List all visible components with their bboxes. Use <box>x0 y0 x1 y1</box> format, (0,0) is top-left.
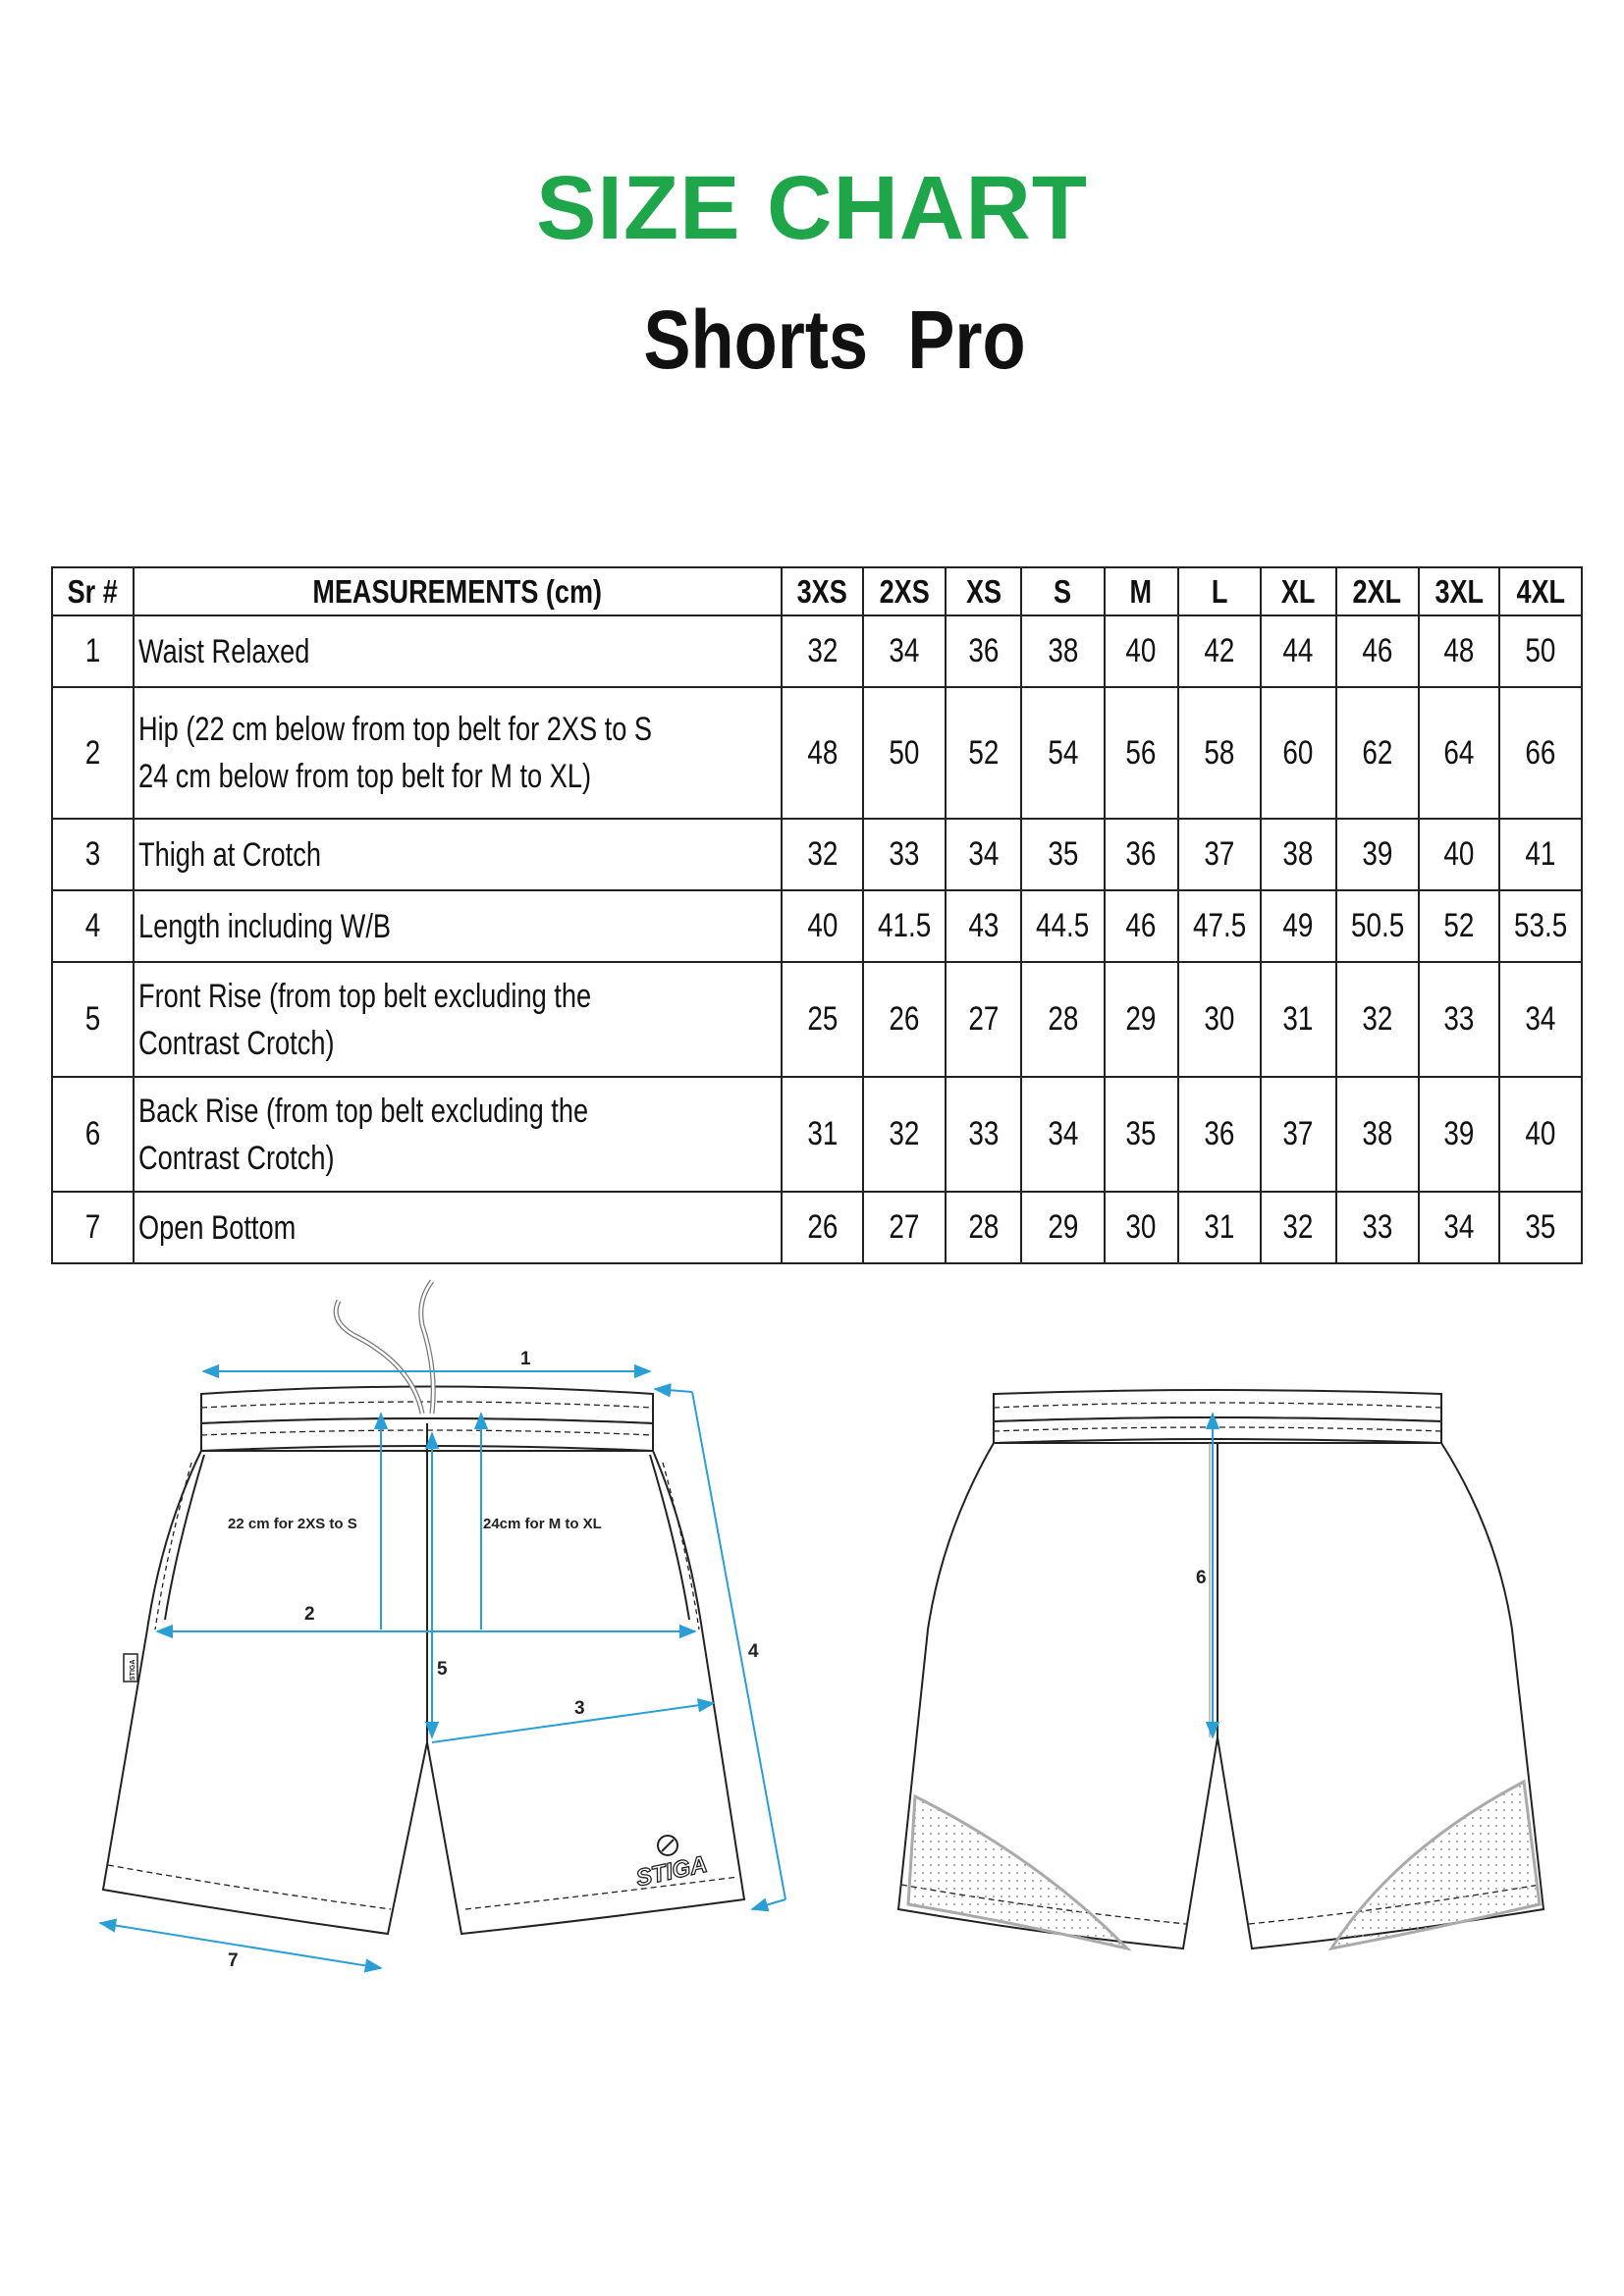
table-header-row <box>52 567 1582 615</box>
col-header-size: M <box>1105 567 1178 615</box>
table-cell: 41.5 <box>863 890 946 962</box>
table-cell: 35 <box>1021 819 1104 890</box>
table-cell: 38 <box>1336 1077 1419 1192</box>
measurement-label-5: 5 <box>437 1659 448 1680</box>
col-header-measurement: MEASUREMENTS (cm) <box>134 567 782 615</box>
row-measurement: Front Rise (from top belt excluding the Contrast Crotch) <box>134 962 782 1077</box>
table-cell: 35 <box>1105 1077 1178 1192</box>
table-cell: 32 <box>782 615 863 687</box>
side-tag-text: STIGA <box>130 1659 136 1681</box>
row-measurement: Open Bottom <box>134 1192 782 1263</box>
table-cell: 66 <box>1499 687 1582 819</box>
table-cell: 56 <box>1105 687 1178 819</box>
row-sr: 4 <box>52 890 134 962</box>
table-cell: 39 <box>1336 819 1419 890</box>
table-cell: 64 <box>1419 687 1499 819</box>
table-cell: 31 <box>782 1077 863 1192</box>
table-cell: 36 <box>1105 819 1178 890</box>
table-cell: 50 <box>863 687 946 819</box>
table-cell: 29 <box>1021 1192 1104 1263</box>
table-cell: 40 <box>1419 819 1499 890</box>
table-cell: 50 <box>1499 615 1582 687</box>
table-cell: 25 <box>782 962 863 1077</box>
col-header-size: 2XS <box>863 567 946 615</box>
table-cell: 29 <box>1105 962 1178 1077</box>
table-cell: 32 <box>1261 1192 1336 1263</box>
table-cell: 32 <box>1336 962 1419 1077</box>
row-sr: 5 <box>52 962 134 1077</box>
table-cell: 36 <box>1178 1077 1261 1192</box>
table-cell: 48 <box>782 687 863 819</box>
measurement-label-7: 7 <box>228 1950 239 1971</box>
table-cell: 44.5 <box>1021 890 1104 962</box>
measurement-label-3: 3 <box>574 1698 585 1719</box>
table-cell: 26 <box>863 962 946 1077</box>
col-header-sr: Sr # <box>52 567 134 615</box>
table-cell: 47.5 <box>1178 890 1261 962</box>
table-cell: 33 <box>1336 1192 1419 1263</box>
page-title: SIZE CHART <box>536 158 1088 258</box>
table-row <box>52 687 1582 819</box>
table-cell: 28 <box>946 1192 1021 1263</box>
table-cell: 49 <box>1261 890 1336 962</box>
table-cell: 40 <box>1499 1077 1582 1192</box>
hip-note-2xs-s: 22 cm for 2XS to S <box>228 1516 357 1532</box>
product-name: Shorts Pro <box>643 294 1026 386</box>
table-cell: 31 <box>1261 962 1336 1077</box>
col-header-size: 4XL <box>1499 567 1582 615</box>
measurement-label-2: 2 <box>304 1604 315 1625</box>
table-cell: 31 <box>1178 1192 1261 1263</box>
table-cell: 52 <box>1419 890 1499 962</box>
row-measurement: Waist Relaxed <box>134 615 782 687</box>
size-chart-table <box>51 566 1583 1264</box>
table-cell: 37 <box>1261 1077 1336 1192</box>
table-cell: 34 <box>946 819 1021 890</box>
table-cell: 50.5 <box>1336 890 1419 962</box>
table-cell: 33 <box>946 1077 1021 1192</box>
table-cell: 26 <box>782 1192 863 1263</box>
table-cell: 40 <box>1105 615 1178 687</box>
col-header-size: L <box>1178 567 1261 615</box>
table-cell: 34 <box>1499 962 1582 1077</box>
col-header-size: XL <box>1261 567 1336 615</box>
row-sr: 3 <box>52 819 134 890</box>
row-sr: 2 <box>52 687 134 819</box>
measurement-label-6: 6 <box>1196 1568 1207 1588</box>
table-cell: 36 <box>946 615 1021 687</box>
row-measurement: Back Rise (from top belt excluding the Contrast Crotch) <box>134 1077 782 1192</box>
col-header-size: 3XS <box>782 567 863 615</box>
row-sr: 7 <box>52 1192 134 1263</box>
row-measurement: Hip (22 cm below from top belt for 2XS to S 24 cm below from top belt for M to XL) <box>134 687 782 819</box>
table-cell: 33 <box>1419 962 1499 1077</box>
table-cell: 37 <box>1178 819 1261 890</box>
table-cell: 28 <box>1021 962 1104 1077</box>
row-measurement: Length including W/B <box>134 890 782 962</box>
table-cell: 46 <box>1105 890 1178 962</box>
table-cell: 34 <box>863 615 946 687</box>
row-sr: 6 <box>52 1077 134 1192</box>
row-sr: 1 <box>52 615 134 687</box>
hip-note-m-xl: 24cm for M to XL <box>483 1516 602 1532</box>
table-cell: 39 <box>1419 1077 1499 1192</box>
table-cell: 34 <box>1021 1077 1104 1192</box>
table-row <box>52 615 1582 687</box>
table-cell: 53.5 <box>1499 890 1582 962</box>
table-row <box>52 962 1582 1077</box>
table-cell: 38 <box>1021 615 1104 687</box>
col-header-size: 3XL <box>1419 567 1499 615</box>
table-cell: 32 <box>782 819 863 890</box>
col-header-size: 2XL <box>1336 567 1419 615</box>
table-cell: 44 <box>1261 615 1336 687</box>
table-cell: 32 <box>863 1077 946 1192</box>
measurement-label-1: 1 <box>520 1349 531 1369</box>
table-cell: 34 <box>1419 1192 1499 1263</box>
col-header-size: S <box>1021 567 1104 615</box>
table-row <box>52 890 1582 962</box>
table-cell: 27 <box>863 1192 946 1263</box>
table-row <box>52 819 1582 890</box>
shorts-diagrams <box>0 1276 1624 2022</box>
table-cell: 58 <box>1178 687 1261 819</box>
table-cell: 35 <box>1499 1192 1582 1263</box>
table-row <box>52 1192 1582 1263</box>
table-cell: 33 <box>863 819 946 890</box>
logo-text: STIGA <box>633 1850 710 1893</box>
table-cell: 41 <box>1499 819 1582 890</box>
table-row <box>52 1077 1582 1192</box>
measurement-label-4: 4 <box>748 1641 759 1662</box>
table-cell: 42 <box>1178 615 1261 687</box>
table-cell: 30 <box>1105 1192 1178 1263</box>
table-cell: 38 <box>1261 819 1336 890</box>
table-cell: 46 <box>1336 615 1419 687</box>
table-cell: 52 <box>946 687 1021 819</box>
table-cell: 60 <box>1261 687 1336 819</box>
table-cell: 43 <box>946 890 1021 962</box>
table-cell: 54 <box>1021 687 1104 819</box>
table-cell: 40 <box>782 890 863 962</box>
col-header-size: XS <box>946 567 1021 615</box>
table-cell: 48 <box>1419 615 1499 687</box>
table-cell: 27 <box>946 962 1021 1077</box>
front-shorts-drawing <box>103 1281 744 1934</box>
table-cell: 30 <box>1178 962 1261 1077</box>
table-cell: 62 <box>1336 687 1419 819</box>
row-measurement: Thigh at Crotch <box>134 819 782 890</box>
